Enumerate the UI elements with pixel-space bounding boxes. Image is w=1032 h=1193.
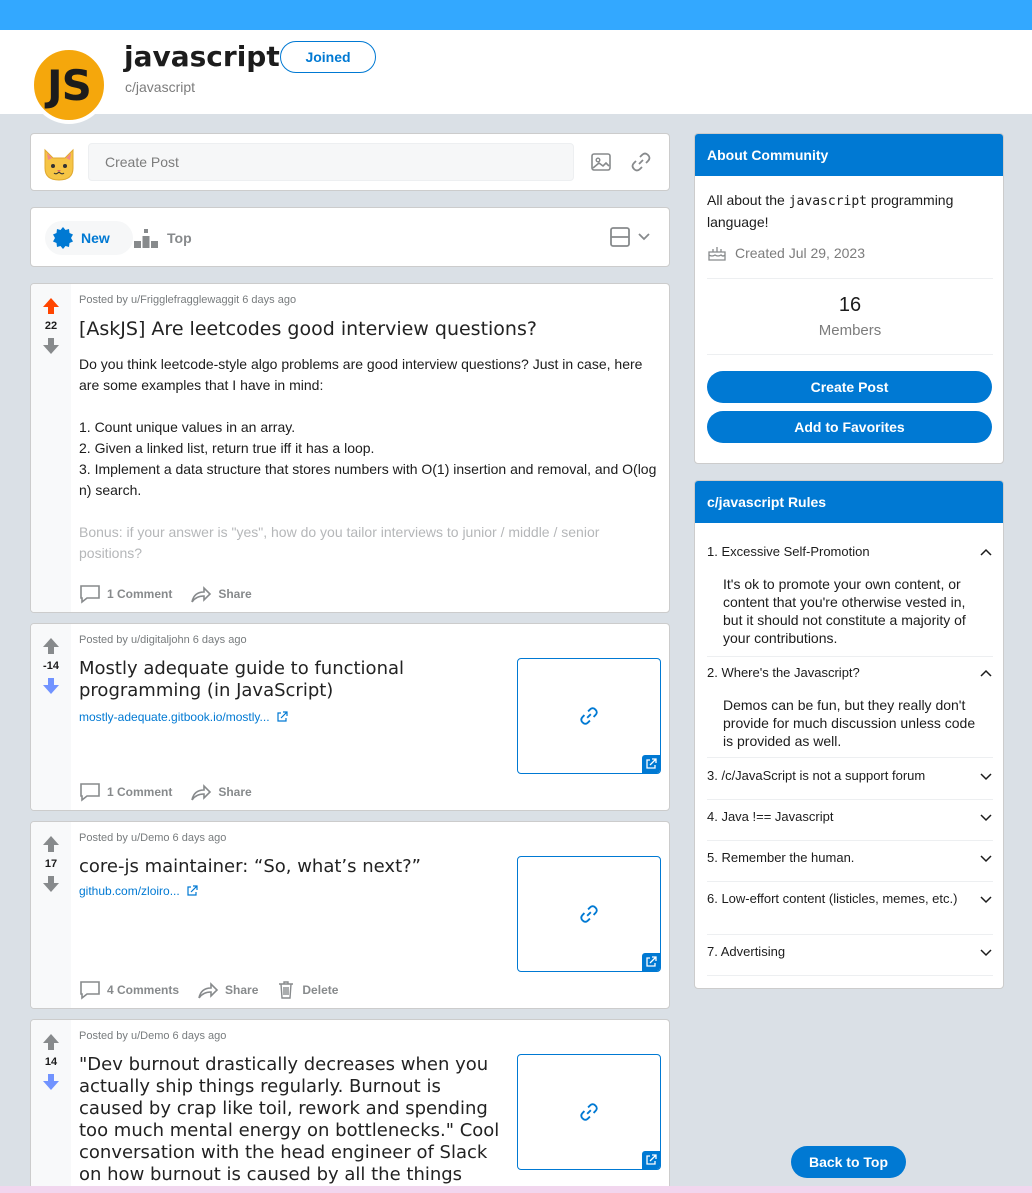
post-card[interactable] [30,283,670,613]
create-post-card [30,133,670,191]
create-post-input[interactable]: Create Post [88,143,574,181]
link-icon [578,1101,600,1123]
comments-button[interactable] [79,980,179,1000]
rules-header: c/javascript Rules [695,481,1003,523]
community-logo: JS [30,46,108,124]
sort-bar [30,207,670,267]
post-meta: Posted by u/digitaljohn 6 days ago [79,634,247,646]
post-actions [79,782,252,802]
create-post-button[interactable]: Create Post [707,371,992,403]
share-icon [197,980,219,1000]
comment-icon [79,980,101,1000]
vote-count: 14 [44,1056,58,1068]
downvote-arrow-icon[interactable] [41,874,61,894]
chevron-down-icon [979,851,993,865]
vote-count: 22 [44,320,58,332]
link-thumbnail[interactable] [517,856,661,972]
layout-toggle[interactable] [609,226,651,248]
link-thumbnail[interactable] [517,1054,661,1170]
comments-label: 1 Comment [107,587,173,601]
sort-top-button[interactable] [133,221,192,255]
post-card[interactable] [30,1019,670,1193]
trash-icon [276,980,296,1000]
rule-description: It's ok to promote your own content, or content that you're otherwise vested in, but it should not constitute a majority of your contributions. [723,576,966,646]
rule-item[interactable] [707,664,993,758]
created-label: Created Jul 29, 2023 [735,245,865,261]
community-name: c/javascript [125,79,196,95]
post-title[interactable]: Mostly adequate guide to functional programming (in JavaScript) [79,658,405,701]
vote-count: 17 [44,858,58,870]
post-card[interactable] [30,623,670,811]
rule-title: 5. Remember the human. [707,850,855,865]
chevron-down-icon [979,769,993,783]
about-description: All about the javascript programming language! [707,192,954,230]
card-view-icon [609,226,631,248]
vote-column [31,624,71,810]
delete-label: Delete [302,983,339,997]
post-actions [79,584,252,604]
community-header [0,30,1032,114]
downvote-arrow-icon[interactable] [41,676,61,696]
vote-column [31,284,71,612]
bottom-strip [0,1186,1032,1193]
chevron-up-icon [979,545,993,559]
created-date [707,244,865,262]
post-meta: Posted by u/Frigglefragglewaggit 6 days ago [79,294,297,306]
post-link-text: github.com/zloiro... [79,884,180,898]
cake-icon [707,244,727,262]
open-external-icon [642,755,660,773]
share-button[interactable] [190,782,251,802]
joined-button[interactable]: Joined [280,41,376,73]
divider [707,354,993,355]
share-button[interactable] [190,584,251,604]
upvote-arrow-icon[interactable] [41,834,61,854]
rule-item[interactable] [707,849,993,882]
comment-icon [79,584,101,604]
post-link[interactable] [79,710,288,724]
rule-title: 7. Advertising [707,944,786,959]
vote-column [31,1020,71,1193]
rule-title: 4. Java !== Javascript [707,809,834,824]
post-body: Do you think leetcode-style algo problems are good interview questions? Just in case, here are some examples that I have in mind: 1. Count unique values in an array. 2. Given a linked list, return true iff it has a loop. 3. Implement a data structure that stores numbers with O(1) insertion and removal, and O(log n) search. [79,356,657,498]
post-title[interactable]: [AskJS] Are leetcodes good interview questions? [79,318,537,340]
external-link-icon [186,885,198,897]
link-icon [578,903,600,925]
downvote-arrow-icon[interactable] [41,1072,61,1092]
vote-count: -14 [43,660,59,672]
community-title: javascript [124,40,280,73]
share-icon [190,584,212,604]
open-external-icon [642,1151,660,1169]
rule-description: Demos can be fun, but they really don't provide for much discussion unless code is provided as well. [723,697,976,749]
image-icon[interactable] [589,150,613,174]
share-label: Share [225,983,259,997]
badge-icon [51,226,75,250]
rule-item[interactable] [707,890,993,935]
rule-item[interactable] [707,943,993,976]
post-link-text: mostly-adequate.gitbook.io/mostly... [79,710,270,724]
post-actions [79,980,338,1000]
upvote-arrow-icon[interactable] [41,636,61,656]
rule-item[interactable] [707,543,993,657]
upvote-arrow-icon[interactable] [41,296,61,316]
rules-box [694,480,1004,989]
post-body-faded: Bonus: if your answer is "yes", how do you tailor interviews to junior / middle / senior positions? [79,524,600,561]
chevron-down-icon [637,230,651,244]
avatar-cat-icon [39,144,79,184]
share-icon [190,782,212,802]
post-title[interactable]: core-js maintainer: “So, what’s next?” [79,856,421,877]
open-external-icon [642,953,660,971]
comments-label: 1 Comment [107,785,173,799]
post-meta: Posted by u/Demo 6 days ago [79,832,227,844]
members-label: Members [818,322,882,339]
upvote-arrow-icon[interactable] [41,1032,61,1052]
rule-item[interactable] [707,808,993,841]
members-count: 16 [838,294,862,316]
link-icon[interactable] [629,150,653,174]
post-card[interactable] [30,821,670,1009]
chevron-up-icon [979,666,993,680]
link-icon [578,705,600,727]
post-meta: Posted by u/Demo 6 days ago [79,1030,227,1042]
podium-icon [133,227,159,249]
share-label: Share [218,587,252,601]
share-label: Share [218,785,252,799]
external-link-icon [276,711,288,723]
vote-column [31,822,71,1008]
chevron-down-icon [979,892,993,906]
post-title[interactable]: "Dev burnout drastically decreases when you actually ship things regularly. Burnout is caused by crap like toil, rework and spending too much mental energy on bottlenecks." Cool conversation with the head engineer of Slack on how burnout is caused by all the things [79,1054,500,1185]
comment-icon [79,782,101,802]
sort-new-button[interactable] [45,221,133,255]
link-thumbnail[interactable] [517,658,661,774]
chevron-down-icon [979,945,993,959]
sort-new-label: New [81,230,110,246]
back-to-top-button[interactable]: Back to Top [791,1146,906,1178]
rule-item[interactable] [707,767,993,800]
top-bar [0,0,1032,30]
comments-button[interactable] [79,584,172,604]
comments-label: 4 Comments [107,983,180,997]
post-link[interactable] [79,884,198,898]
sort-top-label: Top [167,230,192,246]
divider [707,278,993,279]
add-to-favorites-button[interactable]: Add to Favorites [707,411,992,443]
downvote-arrow-icon[interactable] [41,336,61,356]
about-header: About Community [695,134,1003,176]
rule-title: 3. /c/JavaScript is not a support forum [707,768,926,783]
share-button[interactable] [197,980,258,1000]
rule-title: 1. Excessive Self-Promotion [707,544,870,559]
delete-button[interactable] [276,980,338,1000]
rule-title: 2. Where's the Javascript? [707,665,860,680]
comments-button[interactable] [79,782,172,802]
chevron-down-icon [979,810,993,824]
rule-title: 6. Low-effort content (listicles, memes, etc.) [707,891,958,906]
about-community-box [694,133,1004,464]
